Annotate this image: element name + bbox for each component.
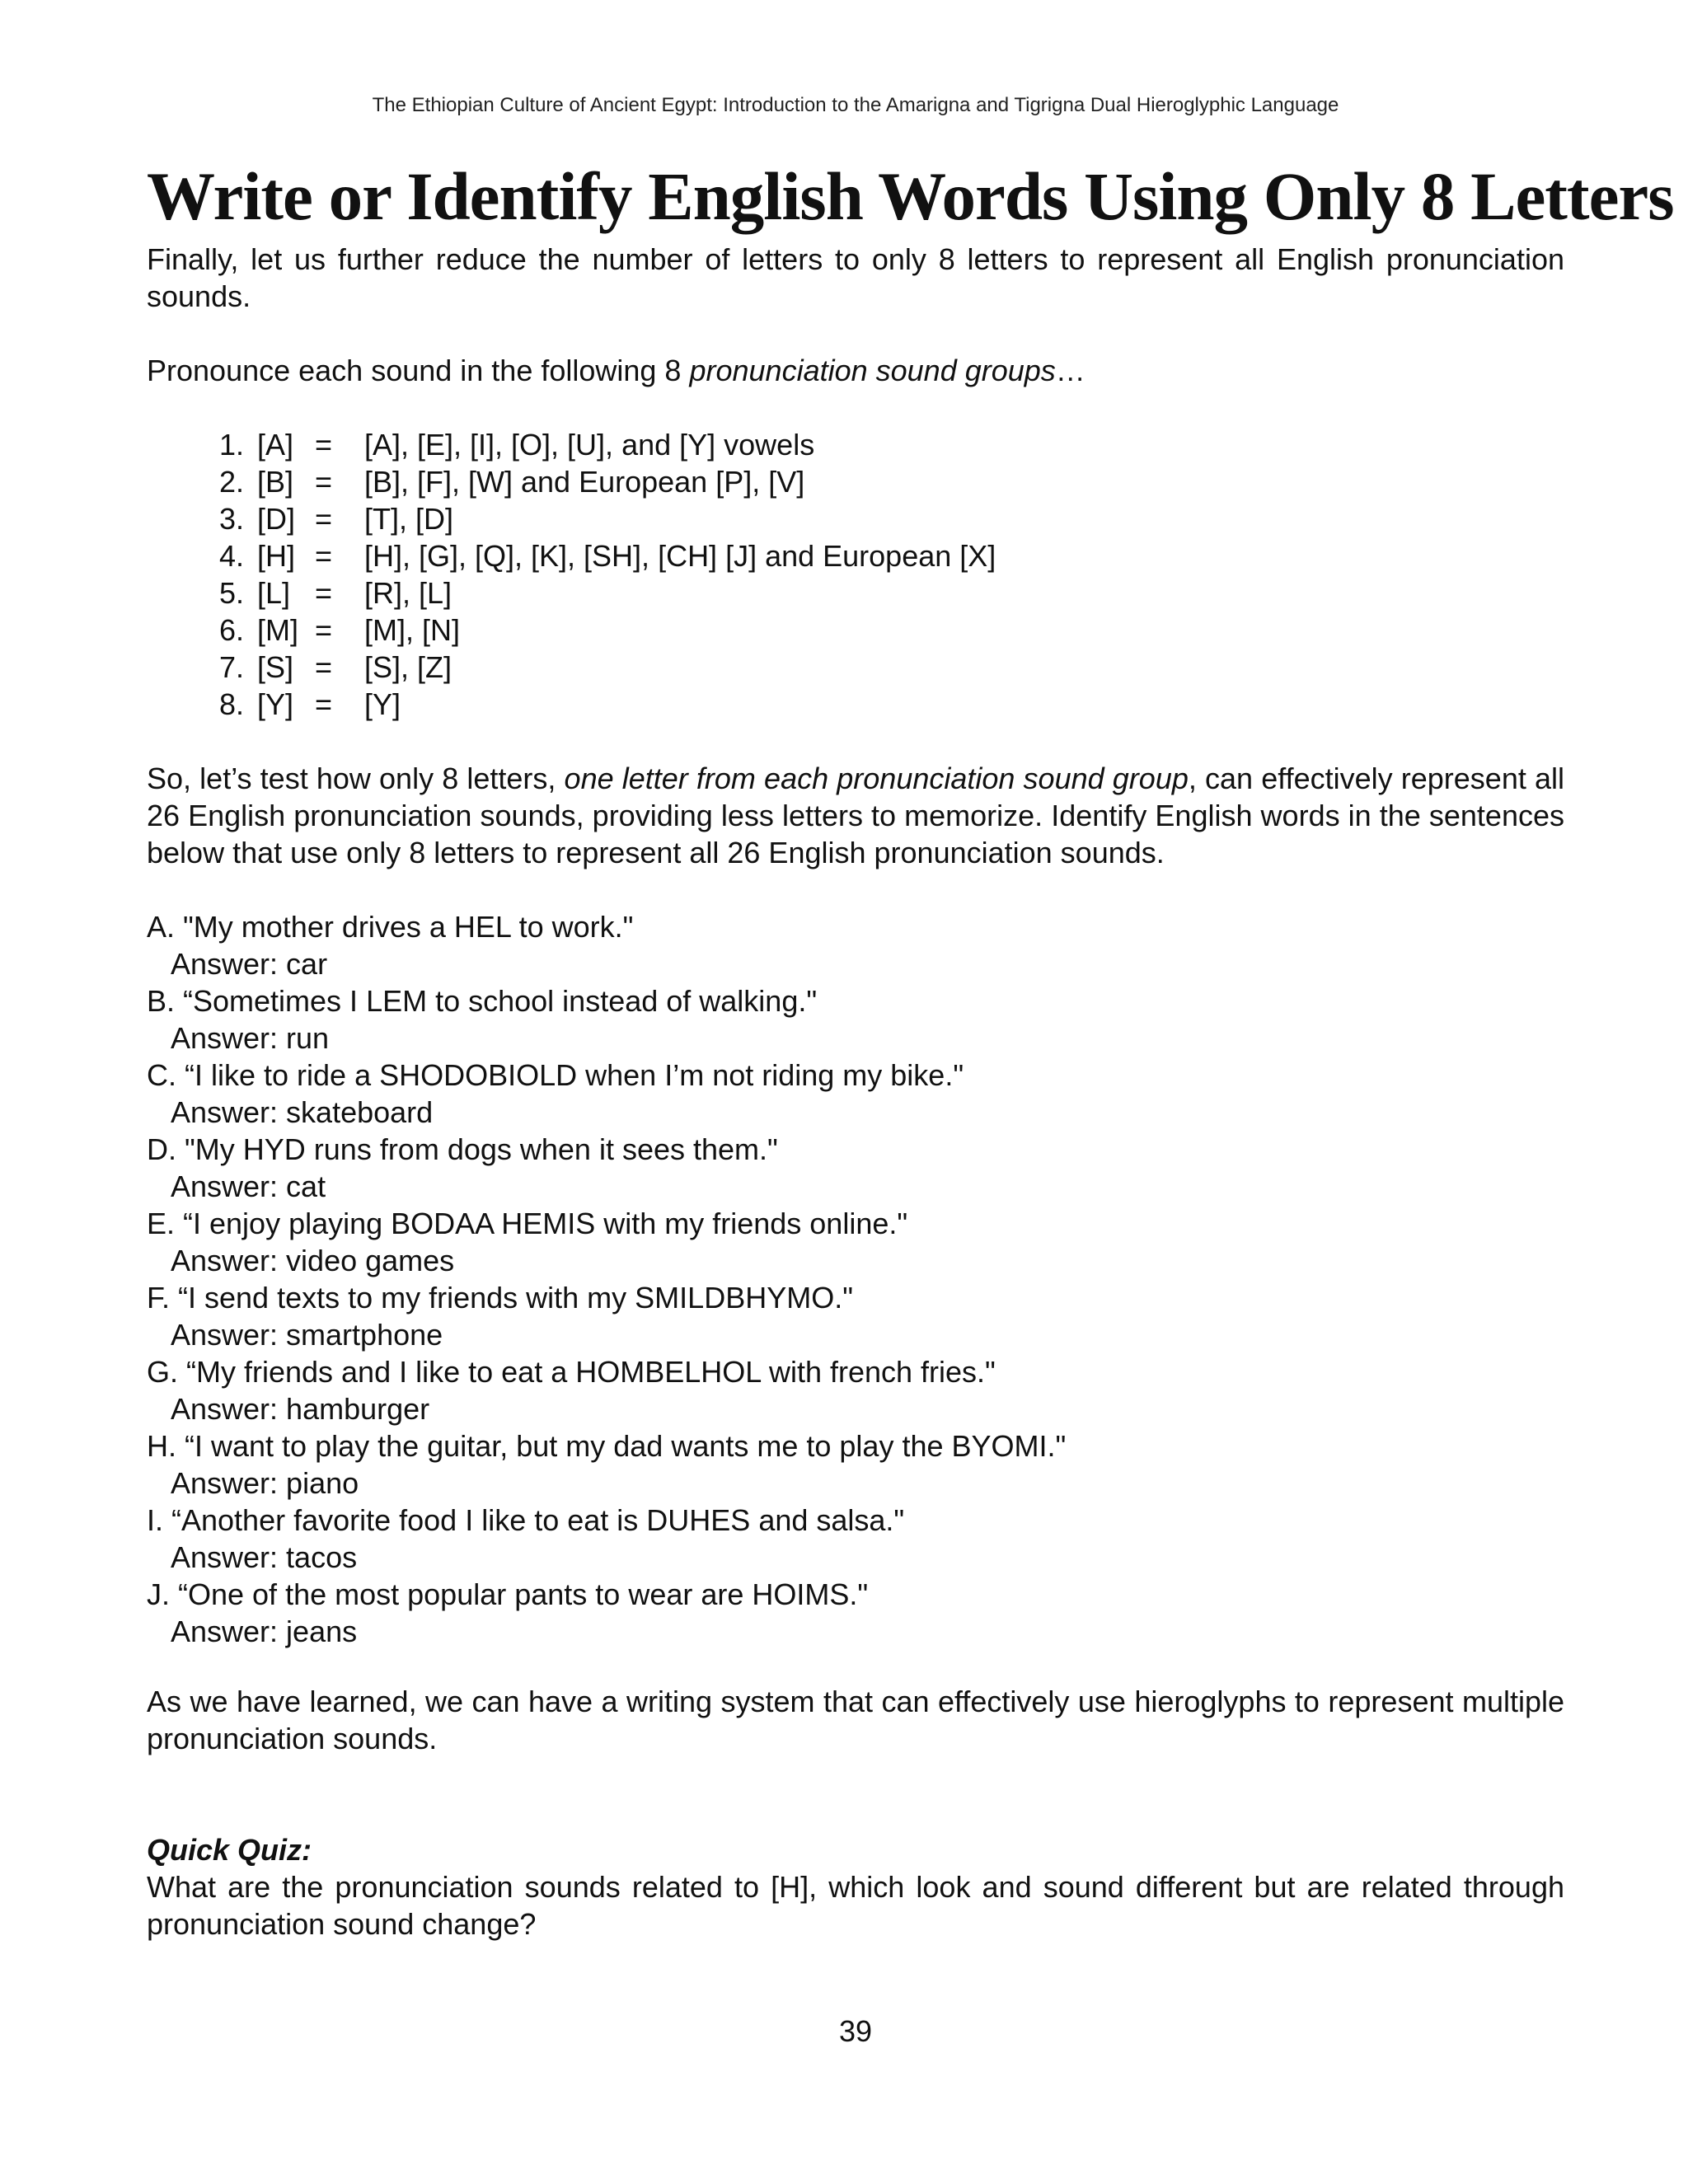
group-number: 4. — [218, 539, 244, 573]
equals-sign: = — [315, 687, 333, 721]
quiz-answer: Answer: skateboard — [171, 1095, 434, 1129]
group-letter: [M] — [257, 613, 298, 647]
quiz-answer: Answer: hamburger — [171, 1392, 430, 1426]
group-letter: [H] — [257, 539, 296, 573]
group-letter: [B] — [257, 465, 294, 499]
list-item — [147, 1427, 1564, 1502]
test-text-end: , can effectively represent all 26 English pronunciation sounds, providing less letters to memorize. Identify English words in the sentences below that use only 8 letters to represent all 26 English pronunciation sounds. — [147, 762, 1564, 869]
equals-sign: = — [315, 428, 333, 462]
group-sounds: [M], [N] — [364, 613, 460, 647]
page-title: Write or Identify English Words Using Only 8 Letters — [147, 158, 1674, 234]
quick-quiz-heading: Quick Quiz: — [147, 1833, 312, 1867]
quiz-question: J. “One of the most popular pants to wear are HOIMS." — [147, 1577, 869, 1611]
group-letter: [L] — [257, 576, 291, 610]
quiz-question: B. “Sometimes I LEM to school instead of walking." — [147, 984, 818, 1018]
quiz-question: D. "My HYD runs from dogs when it sees them." — [147, 1132, 778, 1166]
quiz-question: A. "My mother drives a HEL to work." — [147, 910, 634, 944]
quiz-answer: Answer: video games — [171, 1244, 455, 1277]
quiz-answer: Answer: car — [171, 947, 328, 981]
pronounce-paragraph — [147, 352, 1564, 389]
equals-sign: = — [315, 465, 333, 499]
group-sounds: [H], [G], [Q], [K], [SH], [CH] [J] and European [X] — [364, 539, 996, 573]
sound-group-item — [195, 612, 996, 649]
sound-group-item — [195, 500, 996, 537]
quiz-answer: Answer: jeans — [171, 1615, 358, 1648]
equals-sign: = — [315, 539, 333, 573]
group-number: 3. — [218, 502, 244, 536]
test-text-start: So, let’s test how only 8 letters, — [147, 762, 565, 795]
quiz-question: H. “I want to play the guitar, but my dad wants me to play the BYOMI." — [147, 1429, 1067, 1463]
quiz-question: G. “My friends and I like to eat a HOMBELHOL with french fries." — [147, 1355, 996, 1389]
list-item — [147, 1205, 1564, 1279]
group-letter: [D] — [257, 502, 296, 536]
list-item — [147, 908, 1564, 982]
group-number: 2. — [218, 465, 244, 499]
group-letter: [A] — [257, 428, 294, 462]
group-sounds: [R], [L] — [364, 576, 452, 610]
quiz-answer: Answer: smartphone — [171, 1318, 443, 1352]
pronounce-text-end: … — [1055, 354, 1085, 387]
quiz-answer: Answer: tacos — [171, 1540, 358, 1574]
group-sounds: [A], [E], [I], [O], [U], and [Y] vowels — [364, 428, 815, 462]
list-item — [147, 1131, 1564, 1205]
sound-group-item — [195, 426, 996, 463]
equals-sign: = — [315, 613, 333, 647]
sound-group-item — [195, 649, 996, 686]
group-sounds: [S], [Z] — [364, 650, 452, 684]
group-letter: [S] — [257, 650, 294, 684]
pronounce-text-start: Pronounce each sound in the following 8 — [147, 354, 690, 387]
list-item — [147, 1502, 1564, 1576]
quiz-question: E. “I enjoy playing BODAA HEMIS with my friends online." — [147, 1207, 908, 1240]
test-paragraph — [147, 760, 1564, 871]
quick-quiz-question: What are the pronunciation sounds related to [H], which look and sound different but are related through pronunciation sound change? — [147, 1870, 1564, 1941]
sound-group-item — [195, 686, 996, 723]
pronounce-emphasis: pronunciation sound groups — [689, 354, 1056, 387]
list-item — [147, 982, 1564, 1057]
equals-sign: = — [315, 650, 333, 684]
intro-paragraph: Finally, let us further reduce the number of letters to only 8 letters to represent all English pronunciation sounds. — [147, 242, 1564, 313]
group-letter: [Y] — [257, 687, 294, 721]
quiz-answer: Answer: cat — [171, 1169, 326, 1203]
group-number: 6. — [218, 613, 244, 647]
group-number: 5. — [218, 576, 244, 610]
sound-group-item — [195, 537, 996, 574]
test-emphasis: one letter from each pronunciation sound group — [564, 762, 1189, 795]
group-sounds: [T], [D] — [364, 502, 453, 536]
group-number: 8. — [218, 687, 244, 721]
sound-group-item — [195, 463, 996, 500]
list-item — [147, 1353, 1564, 1427]
group-sounds: [B], [F], [W] and European [P], [V] — [364, 465, 805, 499]
equals-sign: = — [315, 576, 333, 610]
quiz-answer: Answer: run — [171, 1021, 330, 1055]
running-header: The Ethiopian Culture of Ancient Egypt: Introduction to the Amarigna and Tigrigna Dual Hieroglyphic Language — [372, 94, 1339, 116]
quiz-question: I. “Another favorite food I like to eat is DUHES and salsa." — [147, 1503, 905, 1537]
page-number: 39 — [838, 2014, 873, 2048]
list-item — [147, 1057, 1564, 1131]
group-sounds: [Y] — [364, 687, 401, 721]
sound-group-list — [195, 426, 996, 723]
quiz-question: C. “I like to ride a SHODOBIOLD when I’m not riding my bike." — [147, 1058, 964, 1092]
equals-sign: = — [315, 502, 333, 536]
learned-paragraph: As we have learned, we can have a writing system that can effectively use hieroglyphs to represent multiple pronunciation sounds. — [147, 1685, 1564, 1755]
list-item — [147, 1576, 1564, 1650]
quiz-answer: Answer: piano — [171, 1466, 359, 1500]
group-number: 7. — [218, 650, 244, 684]
quiz-question: F. “I send texts to my friends with my SMILDBHYMO." — [147, 1281, 853, 1315]
group-number: 1. — [218, 428, 244, 462]
sound-group-item — [195, 574, 996, 612]
list-item — [147, 1279, 1564, 1353]
quiz-item-list — [147, 908, 1564, 1650]
